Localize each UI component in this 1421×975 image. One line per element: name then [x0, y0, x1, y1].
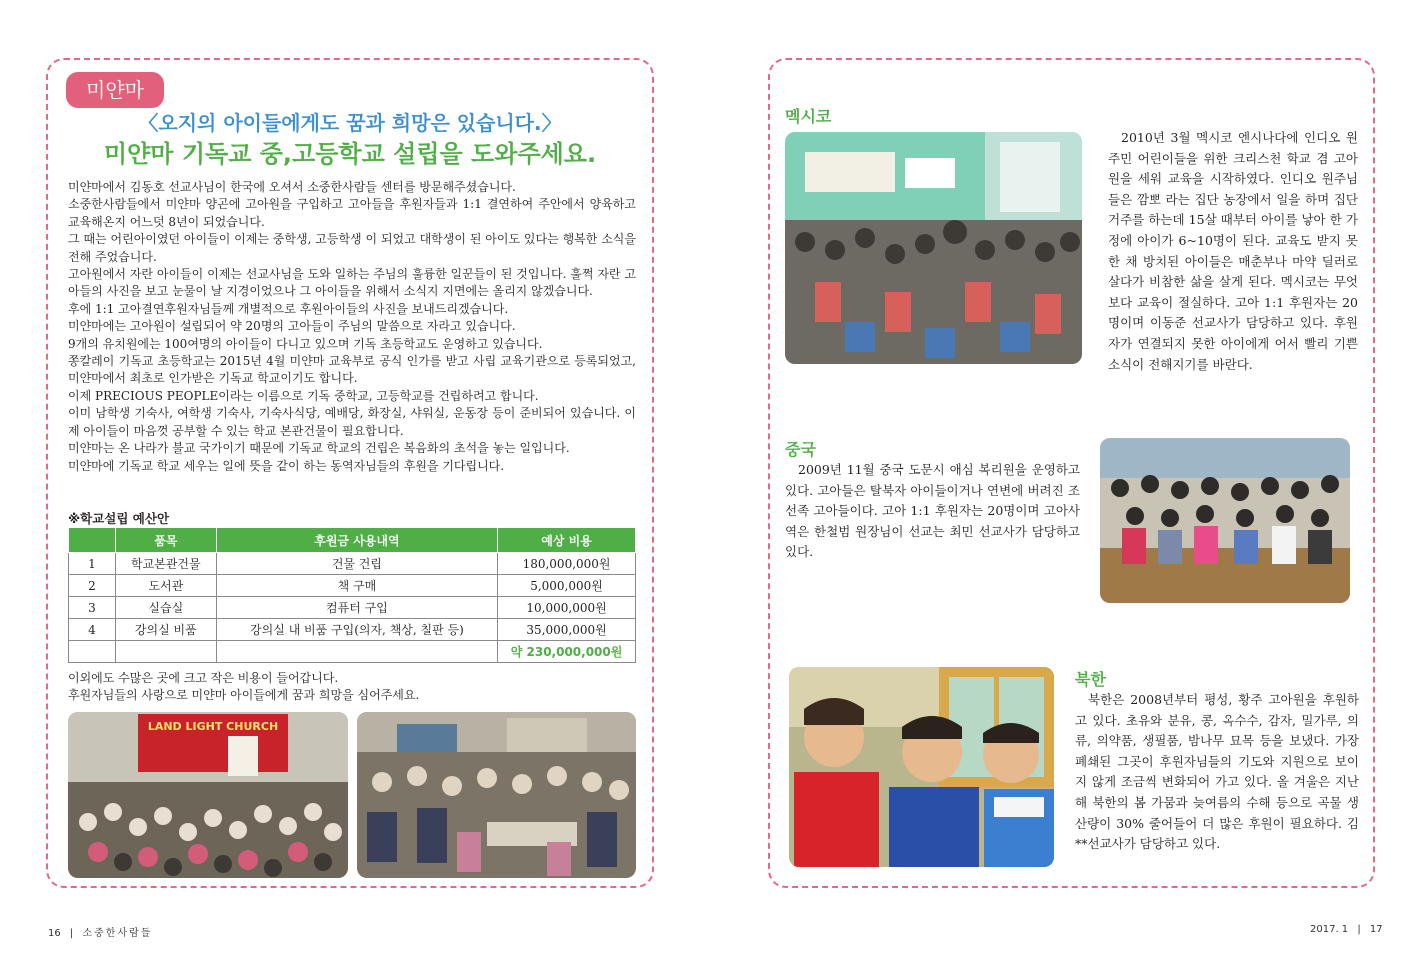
table-cell: 3	[69, 597, 116, 619]
table-row	[69, 597, 636, 619]
table-cell: 5,000,000원	[498, 575, 636, 597]
table-row	[69, 575, 636, 597]
table-cell: 실습실	[115, 597, 216, 619]
table-cell: 10,000,000원	[498, 597, 636, 619]
table-cell: 180,000,000원	[498, 553, 636, 575]
country-tag-myanmar: 미얀마	[66, 72, 164, 108]
church-event-photo	[68, 712, 348, 878]
table-cell: 1	[69, 553, 116, 575]
table-cell	[69, 641, 116, 663]
budget-total: 약 230,000,000원	[498, 641, 636, 663]
page-number: 17	[1369, 924, 1383, 935]
table-cell: 책 구매	[216, 575, 497, 597]
mexico-classroom-photo	[785, 132, 1082, 364]
table-cell: 건물 건립	[216, 553, 497, 575]
paragraph: 후에 1:1 고아결연후원자님들께 개별적으로 후원아이들의 사진을 보내드리겠습니다.	[68, 301, 509, 316]
paragraph: 미얀마에는 고아원이 설립되어 약 20명의 고아들이 주님의 말씀으로 자라고 있습니다.	[68, 319, 516, 334]
page-number: 16	[48, 928, 61, 939]
paragraph: 이외에도 수많은 곳에 크고 작은 비용이 들어갑니다.	[68, 671, 339, 685]
budget-title: ※학교설립 예산안	[68, 511, 170, 526]
gathering-photo	[357, 712, 636, 878]
table-cell: 강의실 내 비품 구입(의자, 책상, 칠판 등)	[216, 619, 497, 641]
table-cell: 4	[69, 619, 116, 641]
paragraph: 북한은 2008년부터 평성, 황주 고아원을 후원하고 있다. 초유와 분유, 콩, 옥수수, 감자, 밀가루, 의류, 의약품, 생필품, 밤나무 묘목 등을 보냈다. 가장 폐쇄된 그곳이 후원자님들의 기도와 지원으로 보이지 않게 조금씩 변화되어 가고 있다. 올 겨울은 지난해 북한의 봄 가뭄과 늦여름의 수해 등으로 곡물 생산량이 30% 줄어들어 더 많은 후원이 필요하다. 김**선교사가 담당하고 있다.	[1075, 692, 1359, 852]
table-header-row	[69, 528, 636, 553]
table-row	[69, 553, 636, 575]
subheadline: 〈오지의 아이들에게도 꿈과 희망은 있습니다.〉	[138, 111, 562, 135]
paragraph: 소중한사람들에서 미얀마 양곤에 고아원을 구입하고 고아들을 후원자들과 1:1 결연하여 주안에서 양육하고 교육해온지 어느덧 8년이 되었습니다.	[68, 197, 636, 229]
paragraph: 이미 남학생 기숙사, 여학생 기숙사, 기숙사식당, 예배당, 화장실, 샤워실, 운동장 등이 준비되어 있습니다. 이제 아이들이 마음껏 공부할 수 있는 학교 본관건물이 필요합니다.	[68, 406, 636, 438]
headline: 미얀마 기독교 중,고등학교 설립을 도와주세요.	[103, 140, 597, 168]
paragraph: 2010년 3월 멕시코 엔시나다에 인디오 원주민 어린이들을 위한 크리스천 학교 겸 고아원을 세워 교육을 시작하였다. 인디오 원주님들은 깜뽀 라는 집단 농장에서 일을 하며 집단 거주를 하는데 15살 때부터 아이를 낳아 한 가정에 아이가 6~10명이 된다. 교육도 받지 못한 채 방치된 아이들은 매춘부나 마약 딜러로 살다가 비참한 삶을 살게 된다. 멕시코는 무엇보다 교육이 절실하다. 고아 1:1 후원자는 20명이며 이동준 선교사가 담당하고 있다. 후원자가 연결되지 못한 아이에게 어서 빨리 기쁜 소식이 전해지기를 바란다.	[1108, 130, 1358, 372]
paragraph: 2009년 11월 중국 도문시 애심 복리원을 운영하고 있다. 고아들은 탈북자 아이들이거나 연변에 버려진 조선족 고아들이다. 고아 1:1 후원자는 20명이며 고아사역은 한철범 원장님이 선교는 최민 선교사가 담당하고 있다.	[785, 462, 1080, 560]
paragraph: 9개의 유치원에는 100여명의 아이들이 다니고 있으며 기독 초등학교도 운영하고 있습니다.	[68, 336, 543, 351]
table-cell: 35,000,000원	[498, 619, 636, 641]
china-children-photo	[1100, 438, 1350, 603]
table-cell: 강의실 비품	[115, 619, 216, 641]
budget-table	[68, 527, 636, 663]
column-header: 품목	[115, 528, 216, 553]
section-title-mexico: 멕시코	[785, 107, 832, 126]
table-cell: 2	[69, 575, 116, 597]
paragraph: 미얀마에 기독교 학교 세우는 일에 뜻을 같이 하는 동역자님들의 후원을 기다립니다.	[68, 458, 505, 473]
paragraph: 쫑칼레이 기독교 초등학교는 2015년 4월 미얀마 교육부로 공식 인가를 받고 사립 교육기관으로 등록되었고, 미얀마에서 최초로 인가받은 기독교 학교이기도 합니다.	[68, 354, 636, 386]
column-header: 예상 비용	[498, 528, 636, 553]
mexico-article	[1108, 128, 1358, 375]
paragraph: 미얀마에서 김동호 선교사님이 한국에 오셔서 소중한사람들 센터를 방문해주셨습니다.	[68, 180, 516, 194]
paragraph: 이제 PRECIOUS PEOPLE이라는 이름으로 기독 중학교, 고등학교를 건립하려고 합니다.	[68, 388, 539, 403]
north-korea-children-photo	[789, 667, 1054, 867]
section-title-north-korea: 북한	[1075, 670, 1106, 689]
table-cell: 학교본관건물	[115, 553, 216, 575]
column-header: 후원금 사용내역	[216, 528, 497, 553]
table-cell: 컴퓨터 구입	[216, 597, 497, 619]
table-cell	[216, 641, 497, 663]
footer-separator: |	[1357, 924, 1361, 935]
paragraph: 고아원에서 자란 아이들이 이제는 선교사님을 도와 일하는 주님의 훌륭한 일꾼들이 된 것입니다. 훌쩍 자란 고아들의 사진을 보고 눈물이 날 지경이었으나 그 아이들을 위해서 소식지 지면에는 올리지 않겠습니다.	[68, 267, 636, 299]
paragraph: 그 때는 어린아이였던 아이들이 이제는 중학생, 고등학생 이 되었고 대학생이 된 아이도 있다는 행복한 소식을 전해 주었습니다.	[68, 232, 636, 264]
appeal-text	[68, 670, 638, 705]
issue-date: 2017. 1	[1310, 924, 1349, 935]
footer-separator: |	[69, 928, 74, 939]
china-article	[785, 460, 1080, 563]
table-cell: 도서관	[115, 575, 216, 597]
table-total-row	[69, 641, 636, 663]
left-footer	[48, 924, 152, 939]
right-footer	[1310, 924, 1383, 935]
table-cell	[115, 641, 216, 663]
paragraph: 후원자님들의 사랑으로 미얀마 아이들에게 꿈과 희망을 심어주세요.	[68, 688, 420, 703]
church-banner-text: LAND LIGHT CHURCH	[147, 720, 279, 733]
section-title-china: 중국	[785, 440, 816, 459]
paragraph: 미얀마는 온 나라가 불교 국가이기 때문에 기독교 학교의 건립은 복음화의 초석을 놓는 일입니다.	[68, 441, 570, 456]
myanmar-article-body	[68, 179, 636, 475]
publication-name: 소중한사람들	[82, 928, 153, 939]
north-korea-article	[1075, 690, 1359, 855]
table-row	[69, 619, 636, 641]
column-header	[69, 528, 116, 553]
